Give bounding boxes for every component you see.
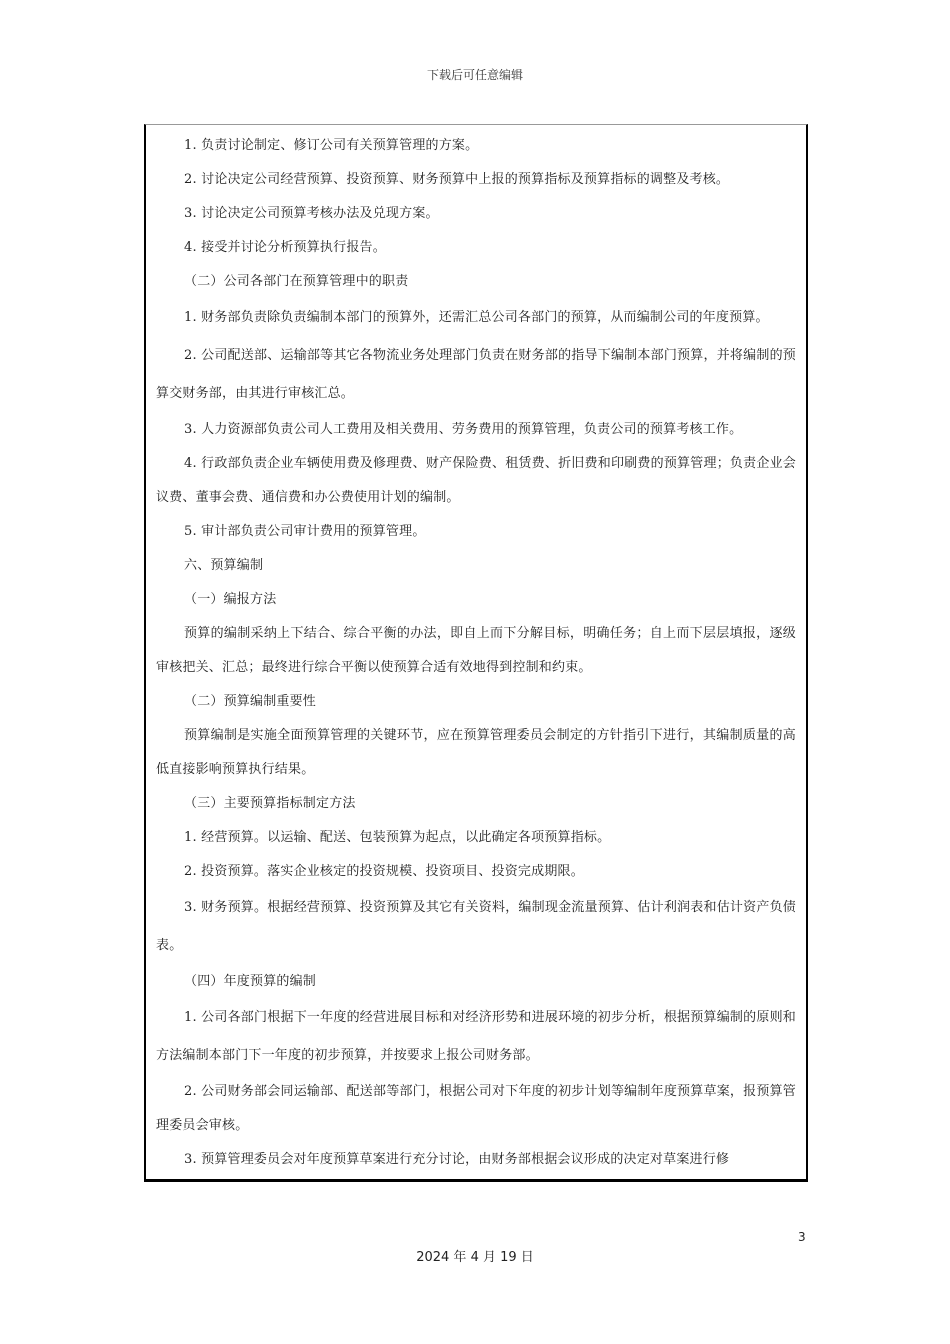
paragraph: 4. 接受并讨论分析预算执行报告。 [184,240,386,255]
paragraph: 3. 预算管理委员会对年度预算草案进行充分讨论，由财务部根据会议形成的决定对草案进行修 [184,1152,730,1167]
paragraph: 预算的编制采纳上下结合、综合平衡的办法，即自上而下分解目标，明确任务；自上而下层层填报，逐级审核把关、汇总；最终进行综合平衡以使预算合适有效地得到控制和约束。 [156,626,796,675]
paragraph: 5. 审计部负责公司审计费用的预算管理。 [184,524,426,539]
section-heading: （一）编报方法 [184,592,277,607]
paragraph: 2. 投资预算。落实企业核定的投资规模、投资项目、投资完成期限。 [184,864,584,879]
paragraph: 预算编制是实施全面预算管理的关键环节，应在预算管理委员会制定的方针指引下进行，其编制质量的高低直接影响预算执行结果。 [156,728,796,777]
paragraph: 3. 人力资源部负责公司人工费用及相关费用、劳务费用的预算管理，负责公司的预算考核工作。 [184,422,743,437]
paragraph: 4. 行政部负责企业车辆使用费及修理费、财产保险费、租赁费、折旧费和印刷费的预算管理；负责企业会议费、董事会费、通信费和办公费使用计划的编制。 [156,456,796,505]
paragraph: 2. 公司财务部会同运输部、配送部等部门，根据公司对下年度的初步计划等编制年度预算草案，报预算管理委员会审核。 [156,1084,796,1133]
page-header: 下载后可任意编辑 [426,68,523,82]
content-table-cell [144,124,808,1182]
paragraph: 2. 讨论决定公司经营预算、投资预算、财务预算中上报的预算指标及预算指标的调整及考核。 [184,172,730,187]
paragraph: 3. 讨论决定公司预算考核办法及兑现方案。 [184,206,439,221]
paragraph: 1. 财务部负责除负责编制本部门的预算外，还需汇总公司各部门的预算，从而编制公司的年度预算。 [184,310,769,325]
page-footer-date: 2024 年 4 月 19 日 [416,1250,534,1265]
paragraph: 2. 公司配送部、运输部等其它各物流业务处理部门负责在财务部的指导下编制本部门预算，并将编制的预算交财务部，由其进行审核汇总。 [156,348,796,401]
section-heading: （四）年度预算的编制 [184,974,317,989]
page-number: 3 [798,1230,806,1244]
section-heading: （二）预算编制重要性 [184,694,317,709]
document-body [156,129,796,1177]
section-heading: （二）公司各部门在预算管理中的职责 [184,274,409,289]
paragraph: 3. 财务预算。根据经营预算、投资预算及其它有关资料，编制现金流量预算、估计利润表和估计资产负债表。 [156,900,796,953]
paragraph: 1. 公司各部门根据下一年度的经营进展目标和对经济形势和进展环境的初步分析，根据预算编制的原则和方法编制本部门下一年度的初步预算，并按要求上报公司财务部。 [156,1010,796,1063]
paragraph: 1. 经营预算。以运输、配送、包装预算为起点，以此确定各项预算指标。 [184,830,611,845]
section-heading: （三）主要预算指标制定方法 [184,796,356,811]
paragraph: 1. 负责讨论制定、修订公司有关预算管理的方案。 [184,138,479,153]
section-heading: 六、预算编制 [184,558,264,573]
